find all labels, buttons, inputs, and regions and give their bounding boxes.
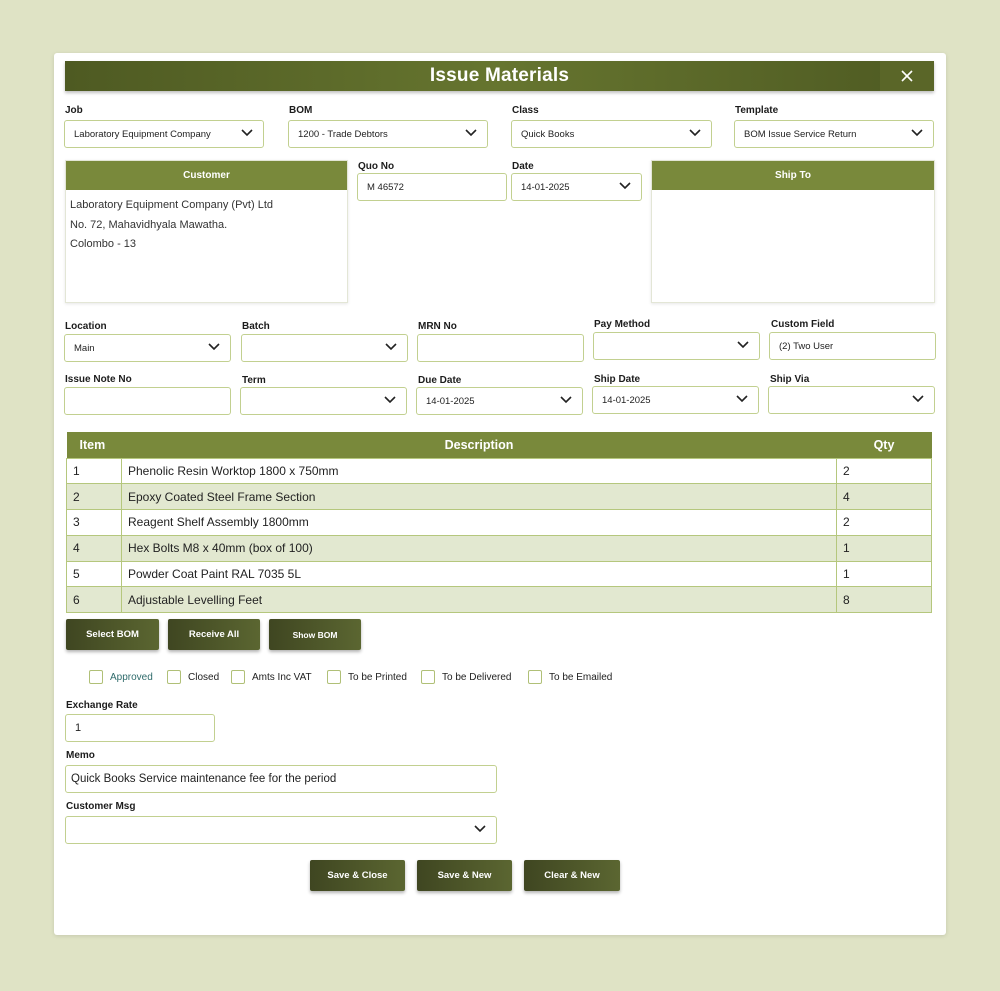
approved-checkbox[interactable]	[89, 670, 153, 684]
memo-label: Memo	[66, 750, 95, 761]
chevron-down-icon	[241, 129, 253, 137]
chevron-down-icon	[737, 341, 749, 349]
checkbox-box[interactable]	[89, 670, 103, 684]
item-cell: 6	[67, 587, 122, 613]
item-cell: 1	[67, 458, 122, 484]
approved-label: Approved	[110, 671, 153, 683]
customer-panel	[65, 160, 348, 303]
closed-checkbox[interactable]	[167, 670, 219, 684]
item-cell: 4	[67, 535, 122, 561]
template-label: Template	[735, 105, 779, 116]
customer-msg-label: Customer Msg	[66, 801, 136, 812]
table-row[interactable]	[67, 587, 932, 613]
chevron-down-icon	[465, 129, 477, 137]
class-select[interactable]	[511, 120, 712, 148]
title-bar	[65, 61, 934, 91]
to-be-emailed-label: To be Emailed	[549, 671, 613, 683]
chevron-down-icon	[208, 343, 220, 351]
checkbox-box[interactable]	[231, 670, 245, 684]
memo-value: Quick Books Service maintenance fee for the period	[71, 773, 337, 785]
qty-cell: 1	[837, 561, 932, 587]
job-select[interactable]	[64, 120, 264, 148]
due-date-picker[interactable]	[416, 387, 583, 415]
to-be-emailed-checkbox[interactable]	[528, 670, 612, 684]
quo-no-input[interactable]	[357, 173, 507, 201]
class-label: Class	[512, 105, 539, 116]
dialog-title: Issue Materials	[429, 65, 570, 86]
bom-label: BOM	[289, 105, 313, 116]
checkbox-box[interactable]	[327, 670, 341, 684]
select-bom-button[interactable]: Select BOM	[66, 619, 159, 650]
template-select[interactable]	[734, 120, 934, 148]
chevron-down-icon	[474, 825, 486, 833]
column-header-qty: Qty	[837, 432, 932, 458]
save-close-button[interactable]: Save & Close	[310, 860, 405, 891]
description-cell: Reagent Shelf Assembly 1800mm	[122, 510, 837, 536]
custom-field-input[interactable]	[769, 332, 936, 360]
qty-cell: 4	[837, 484, 932, 510]
description-cell: Phenolic Resin Worktop 1800 x 750mm	[122, 458, 837, 484]
batch-select[interactable]	[241, 334, 408, 362]
to-be-printed-label: To be Printed	[348, 671, 407, 683]
chevron-down-icon	[385, 343, 397, 351]
chevron-down-icon	[911, 129, 923, 137]
date-picker[interactable]	[511, 173, 642, 201]
description-cell: Powder Coat Paint RAL 7035 5L	[122, 561, 837, 587]
quo-no-value: M 46572	[367, 181, 404, 193]
receive-all-button[interactable]: Receive All	[168, 619, 260, 650]
item-cell: 5	[67, 561, 122, 587]
issue-note-no-label: Issue Note No	[65, 374, 132, 385]
chevron-down-icon	[619, 182, 631, 190]
batch-label: Batch	[242, 321, 270, 332]
checkbox-box[interactable]	[528, 670, 542, 684]
qty-cell: 1	[837, 535, 932, 561]
customer-address	[66, 190, 347, 261]
customer-panel-title: Customer	[66, 161, 347, 190]
ship-via-select[interactable]	[768, 386, 935, 414]
chevron-down-icon	[912, 395, 924, 403]
term-select[interactable]	[240, 387, 407, 415]
checkbox-box[interactable]	[421, 670, 435, 684]
job-value: Laboratory Equipment Company	[74, 128, 211, 140]
customer-address-line: No. 72, Mahavidhyala Mawatha.	[70, 218, 228, 231]
item-cell: 3	[67, 510, 122, 536]
clear-new-button[interactable]: Clear & New	[524, 860, 620, 891]
date-value: 14-01-2025	[521, 181, 570, 193]
quo-no-label: Quo No	[358, 161, 395, 172]
memo-input[interactable]	[65, 765, 497, 793]
item-cell: 2	[67, 484, 122, 510]
ship-via-label: Ship Via	[770, 374, 810, 385]
template-value: BOM Issue Service Return	[744, 128, 857, 140]
ship-date-picker[interactable]	[592, 386, 759, 414]
chevron-down-icon	[689, 129, 701, 137]
amts-inc-vat-checkbox[interactable]	[231, 670, 312, 684]
to-be-delivered-label: To be Delivered	[442, 671, 512, 683]
ship-date-value: 14-01-2025	[602, 394, 651, 406]
location-label: Location	[65, 321, 107, 332]
show-bom-button[interactable]: Show BOM	[269, 619, 361, 650]
mrn-no-input[interactable]	[417, 334, 584, 362]
chevron-down-icon	[560, 396, 572, 404]
location-select[interactable]	[64, 334, 231, 362]
qty-cell: 2	[837, 458, 932, 484]
to-be-delivered-checkbox[interactable]	[421, 670, 511, 684]
ship-to-panel	[651, 160, 935, 303]
exchange-rate-label: Exchange Rate	[66, 700, 138, 711]
closed-label: Closed	[188, 671, 220, 683]
to-be-printed-checkbox[interactable]	[327, 670, 407, 684]
close-button[interactable]	[880, 61, 934, 91]
description-cell: Adjustable Levelling Feet	[122, 587, 837, 613]
table-header-row	[67, 432, 932, 458]
chevron-down-icon	[384, 396, 396, 404]
qty-cell: 8	[837, 587, 932, 613]
table-row[interactable]	[67, 535, 932, 561]
table-row[interactable]	[67, 458, 932, 484]
date-label: Date	[512, 161, 534, 172]
table-row[interactable]	[67, 510, 932, 536]
mrn-no-label: MRN No	[418, 321, 457, 332]
job-label: Job	[65, 105, 83, 116]
due-date-value: 14-01-2025	[426, 395, 475, 407]
ship-date-label: Ship Date	[594, 374, 641, 385]
customer-address-line: Laboratory Equipment Company (Pvt) Ltd	[70, 199, 273, 211]
customer-msg-select[interactable]	[65, 816, 497, 844]
due-date-label: Due Date	[418, 375, 462, 386]
class-value: Quick Books	[521, 128, 575, 140]
checkbox-box[interactable]	[167, 670, 181, 684]
customer-address-line: Colombo - 13	[70, 238, 137, 250]
chevron-down-icon	[736, 395, 748, 403]
custom-field-value: (2) Two User	[779, 340, 834, 352]
location-value: Main	[74, 342, 95, 354]
custom-field-label: Custom Field	[771, 319, 835, 330]
ship-to-panel-title: Ship To	[652, 161, 934, 190]
exchange-rate-value: 1	[75, 722, 82, 734]
ship-to-address[interactable]	[652, 190, 934, 202]
description-cell: Epoxy Coated Steel Frame Section	[122, 484, 837, 510]
pay-method-select[interactable]	[593, 332, 760, 360]
column-header-description: Description	[122, 432, 837, 458]
description-cell: Hex Bolts M8 x 40mm (box of 100)	[122, 535, 837, 561]
table-row[interactable]	[67, 484, 932, 510]
issue-note-no-input[interactable]	[64, 387, 231, 415]
items-table	[66, 432, 932, 613]
table-row[interactable]	[67, 561, 932, 587]
column-header-item: Item	[67, 432, 122, 458]
term-label: Term	[242, 375, 266, 386]
bom-value: 1200 - Trade Debtors	[298, 128, 388, 140]
pay-method-label: Pay Method	[594, 319, 651, 330]
amts-inc-vat-label: Amts Inc VAT	[252, 671, 312, 683]
qty-cell: 2	[837, 510, 932, 536]
save-new-button[interactable]: Save & New	[417, 860, 512, 891]
exchange-rate-input[interactable]	[65, 714, 215, 742]
issue-materials-dialog	[54, 53, 946, 935]
close-icon	[901, 70, 913, 82]
bom-select[interactable]	[288, 120, 488, 148]
